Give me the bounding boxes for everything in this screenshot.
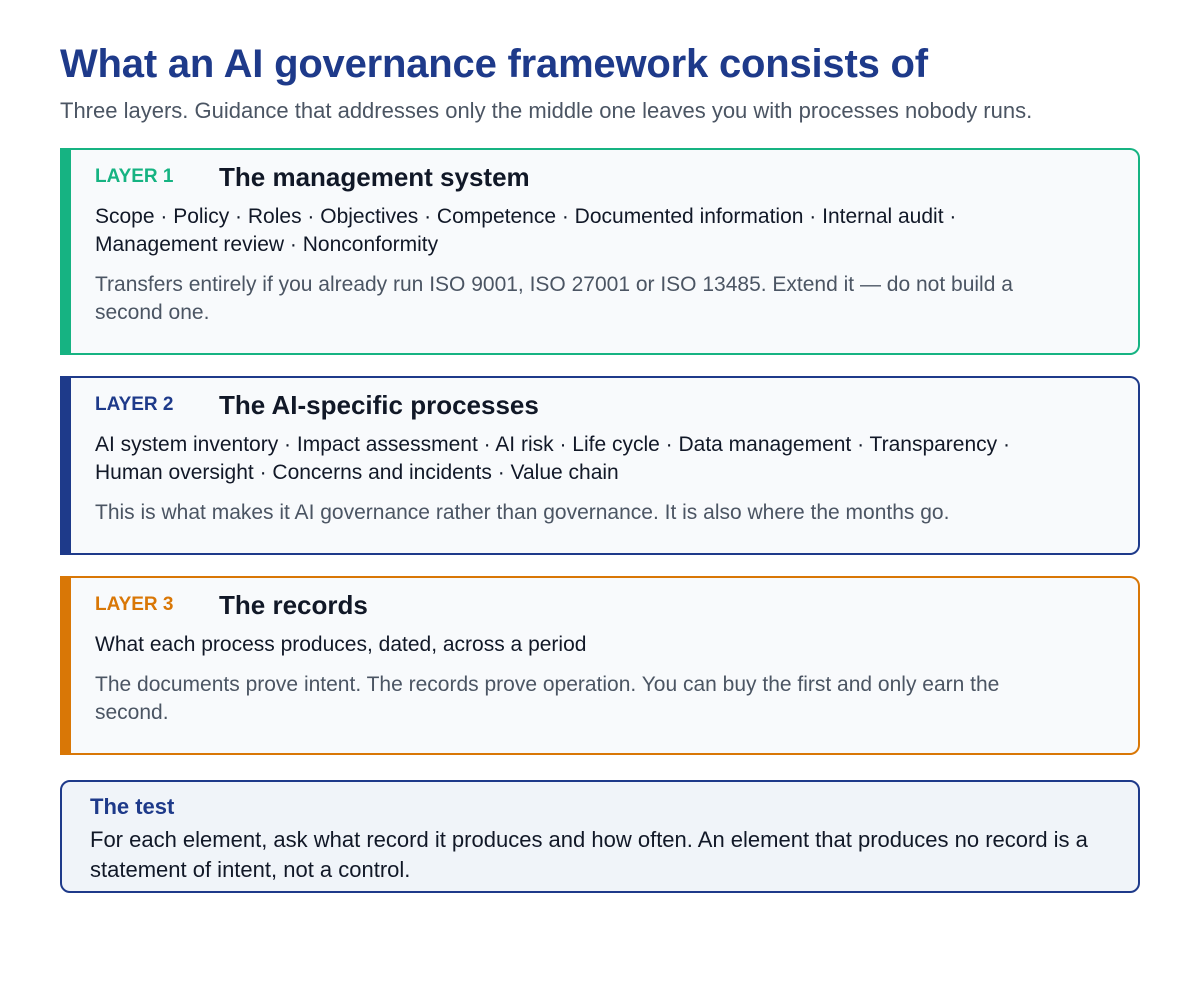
page-title: What an AI governance framework consists of xyxy=(60,42,928,86)
layer-heading: The management system xyxy=(219,162,530,192)
layer-label: LAYER 2 xyxy=(95,394,174,415)
page-subtitle: Three layers. Guidance that addresses only the middle one leaves you with processes nobody runs. xyxy=(60,98,1033,123)
layer-note: The documents prove intent. The records prove operation. You can buy the first and only earn the second. xyxy=(95,673,1000,724)
layer-label: LAYER 1 xyxy=(95,166,174,187)
layer-note: Transfers entirely if you already run ISO 9001, ISO 27001 or ISO 13485. Extend it — do not build a second one. xyxy=(95,273,1013,324)
layer-card-ai-specific-processes xyxy=(60,376,1140,555)
test-body: For each element, ask what record it produces and how often. An element that produces no record is a statement of intent, not a control. xyxy=(90,827,1088,882)
layer-items: What each process produces, dated, across a period xyxy=(95,633,587,656)
layer-items: AI system inventory · Impact assessment · AI risk · Life cycle · Data management · Transparency · Human oversight · Concerns and incidents · Value chain xyxy=(95,433,1010,484)
layer-card-records xyxy=(60,576,1140,755)
layer-note: This is what makes it AI governance rather than governance. It is also where the months go. xyxy=(95,501,950,524)
layer-card-management-system xyxy=(60,148,1140,355)
layer-items: Scope · Policy · Roles · Objectives · Competence · Documented information · Internal audit · Management review · Nonconformity xyxy=(95,205,957,256)
test-callout xyxy=(60,780,1140,893)
test-title: The test xyxy=(90,794,175,819)
layer-heading: The AI-specific processes xyxy=(219,390,539,420)
layer-label: LAYER 3 xyxy=(95,594,174,615)
layer-heading: The records xyxy=(219,590,368,620)
